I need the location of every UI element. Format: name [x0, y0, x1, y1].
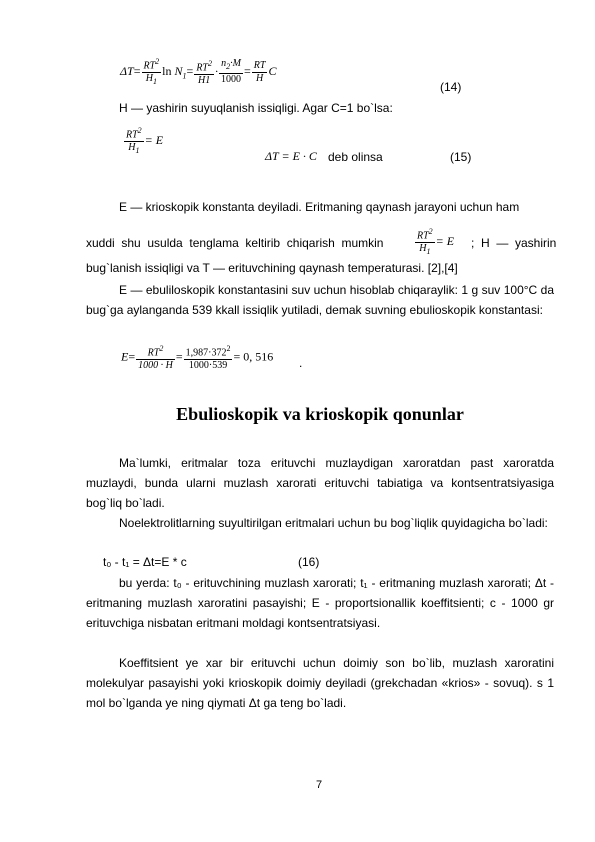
denominator: H — [145, 73, 153, 85]
exponent: 2 — [207, 58, 212, 68]
numerator: n — [221, 58, 227, 70]
fraction-n2m-1000 — [219, 58, 243, 86]
page-number: 7 — [316, 779, 323, 791]
equation-label-14: (14) — [440, 80, 462, 94]
denominator: H — [128, 142, 136, 154]
numerator-m: ·M — [230, 58, 241, 70]
fraction-rt2-h1b — [194, 58, 214, 87]
paragraph-malumki: Ma`lumki, eritmalar toza erituvchi muzlaydigan xaroratdan past xaroratda muzlaydi, bunda ularni muzlash xarorati erituvchi tabiatiga va kontsentratsiyasiga bog`liq bo`ladi. — [86, 456, 554, 510]
equation-15-dt: ΔT = E · C — [265, 149, 317, 163]
equals-sign: = — [186, 63, 194, 78]
equals-sign: = — [175, 349, 183, 364]
ebulioskopik-paragraph: E — ebuliloskopik konstantasini suv uchun hisoblab chiqaraylik: 1 g suv 100°C da bug`ga aylanganda 539 kkall issiqlik yutiladi, demak suvning ebulioskopik konstantasi: — [86, 283, 554, 317]
section-heading: Ebulioskopik va krioskopik qonunlar — [176, 404, 464, 424]
paragraph-koeffitsient: Koeffitsient ye xar bir erituvchi uchun doimiy son bo`lib, muzlash xaroratini molekulyar pasayishi yoki krioskopik doimiy deyiladi (grekchadan «krios» - sovuq). s 1 mol bo`lganda ye ning qiymati Δt ga teng bo`ladi. — [86, 656, 554, 710]
result-value: = 0, 516 — [233, 349, 274, 364]
ebulioskopik-calculation — [121, 343, 273, 372]
c-symbol: C — [268, 63, 277, 78]
numerator: RT — [147, 347, 160, 359]
krioskopik-line-2-right: ; H — yashirin — [471, 236, 557, 250]
h-description: H — yashirin suyuqlanish issiqligi. Agar C=1 bo`lsa: — [119, 101, 393, 115]
numerator: RT — [126, 129, 138, 141]
subscript: 1 — [182, 71, 187, 81]
krioskopik-line-3: bug`lanish issiqligi va T — erituvchining qaynash temperaturasi. [2],[4] — [86, 261, 458, 275]
equation-14 — [120, 56, 276, 88]
ln-operator: ln — [162, 63, 172, 78]
equals-e: = E — [144, 132, 164, 147]
numerator: RT — [196, 61, 208, 73]
numerator: RT — [143, 60, 156, 72]
dot-operator: · — [214, 63, 218, 78]
exponent: 2 — [428, 227, 433, 236]
subscript: 1 — [152, 77, 157, 87]
deb-olinsa-text: deb olinsa — [328, 150, 383, 164]
fraction-rt-h — [252, 60, 268, 85]
exponent: 2 — [155, 57, 160, 66]
paragraph-noelektrolit: Noelektrolitlarning suyultirilgan eritmalari uchun bu bog`liqlik quyidagicha bo`ladi: — [119, 516, 548, 530]
equals-sign: = — [243, 63, 251, 78]
denominator: H1 — [198, 74, 211, 86]
exponent: 2 — [137, 126, 142, 135]
equals-sign: = — [128, 349, 136, 364]
numerator: RT — [253, 59, 266, 71]
denominator: 1000 — [220, 74, 241, 86]
fraction-rt2-h1 — [124, 125, 144, 157]
equals-sign: = — [133, 63, 141, 78]
subscript: 2 — [226, 62, 231, 72]
krioskopik-line-2-left: xuddi shu usulda tenglama keltirib chiqarish mumkin — [86, 236, 384, 250]
denominator: H — [255, 72, 264, 84]
equals-e: = E — [435, 233, 455, 248]
fraction-rt2-h1 — [142, 56, 162, 88]
equation-15-fraction — [123, 125, 163, 157]
exponent: 2 — [159, 344, 164, 353]
fraction-numeric — [184, 343, 233, 372]
equation-label-15: (15) — [450, 150, 472, 164]
denominator: 1000·539 — [188, 360, 228, 372]
e-symbol: E — [121, 349, 129, 364]
fraction-rt2-1000h — [136, 343, 175, 372]
exponent: 2 — [226, 344, 231, 353]
equation-label-16: (16) — [298, 555, 320, 569]
delta-t-symbol: ΔT — [120, 63, 134, 78]
subscript: 1 — [426, 247, 431, 257]
paragraph-bu-yerda: bu yerda: t₀ - erituvchining muzlash xarorati; t₁ - eritmaning muzlash xarorati; Δt - eritmaning muzlash xaroratini pasayishi; E - proportsionallik koeffitsienti; c - 1000 gr erituvchiga nisbatan eritmani moldagi kontsentratsiyasi. — [86, 576, 554, 630]
numerator: 1,987·372 — [185, 347, 227, 359]
numerator: RT — [417, 230, 429, 242]
calc-trailing-dot: . — [299, 356, 303, 370]
fraction-rt2-h1 — [415, 226, 435, 258]
equation-16: t₀ - t₁ = Δt=E * c — [103, 555, 187, 569]
inline-equation — [414, 226, 454, 258]
n1-symbol: N — [174, 63, 183, 78]
krioskopik-line-1: E — krioskopik konstanta deyiladi. Eritmaning qaynash jarayoni uchun ham — [119, 200, 520, 214]
subscript: 1 — [135, 146, 140, 156]
denominator: 1000 · H — [138, 360, 173, 372]
denominator: H — [419, 243, 427, 255]
